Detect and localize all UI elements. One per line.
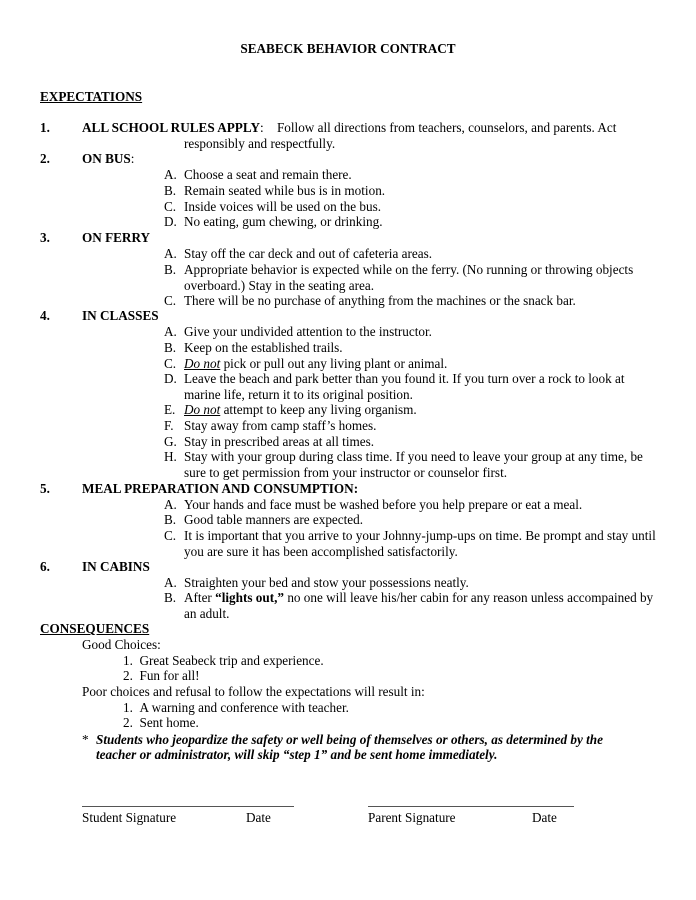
section-1-header: [40, 120, 616, 136]
item-letter: B.: [164, 512, 177, 527]
item-text: Stay with your group during class time. If you need to leave your group at any time, be sure to get permission from your instructor or counselor first.: [184, 449, 643, 480]
parent-signature-line[interactable]: [368, 806, 574, 807]
parent-date-label: Date: [532, 810, 557, 825]
section-suffix: :: [259, 120, 264, 135]
section-number: 4.: [40, 308, 50, 323]
section-text: Follow all directions from teachers, counselors, and parents. Act: [276, 120, 617, 135]
list-item: [164, 246, 664, 262]
poor-choices-label: Poor choices and refusal to follow the expectations will result in:: [82, 684, 425, 699]
item-letter: F.: [164, 418, 174, 433]
section-label: ON BUS: [82, 151, 131, 166]
section-text-continued: responsibly and respectfully.: [184, 136, 336, 151]
item-letter: D.: [164, 371, 177, 386]
list-item: [164, 497, 664, 513]
good-choice-item: [123, 653, 324, 669]
section-number: 3.: [40, 230, 50, 245]
note-star: *: [82, 732, 89, 747]
list-item: [164, 371, 664, 402]
list-item: [164, 324, 664, 340]
item-text-bold: “lights out,”: [215, 590, 285, 605]
list-item: [164, 183, 664, 199]
list-item: [164, 418, 664, 434]
section-label: ALL SCHOOL RULES APPLY: [82, 120, 260, 135]
item-letter: E.: [164, 402, 176, 417]
list-item: [164, 167, 664, 183]
list-item: [164, 512, 664, 528]
item-letter: C.: [164, 293, 177, 308]
item-text: No eating, gum chewing, or drinking.: [184, 214, 383, 229]
list-item: [164, 356, 664, 372]
item-text: Your hands and face must be washed before you help prepare or eat a meal.: [184, 497, 583, 512]
poor-choice-item: [123, 715, 199, 731]
good-choice-item: [123, 668, 200, 684]
item-text: Sent home.: [139, 715, 199, 730]
student-date-label: Date: [246, 810, 271, 825]
item-text: Great Seabeck trip and experience.: [139, 653, 324, 668]
student-signature-label: Student Signature: [82, 810, 177, 825]
item-text: Fun for all!: [139, 668, 200, 683]
item-text: Good table manners are expected.: [184, 512, 364, 527]
item-letter: A.: [164, 575, 177, 590]
item-text: Choose a seat and remain there.: [184, 167, 352, 182]
emphasis-do-not: Do not: [184, 356, 221, 371]
item-letter: D.: [164, 214, 177, 229]
item-letter: C.: [164, 199, 177, 214]
document-title: SEABECK BEHAVIOR CONTRACT: [240, 41, 456, 56]
item-letter: B.: [164, 340, 177, 355]
list-item: [164, 293, 664, 309]
section-number: 6.: [40, 559, 50, 574]
item-text: Appropriate behavior is expected while on the ferry. (No running or throwing objects overboard.) Stay in the seating area.: [184, 262, 634, 293]
item-text: Stay in prescribed areas at all times.: [184, 434, 375, 449]
item-text: It is important that you arrive to your Johnny-jump-ups on time. Be prompt and stay until you are sure it has been accomplished satisfactorily.: [184, 528, 656, 559]
list-item: [164, 590, 664, 621]
item-text: Remain seated while bus is in motion.: [184, 183, 386, 198]
section-number: 2.: [40, 151, 50, 166]
item-text: attempt to keep any living organism.: [220, 402, 417, 417]
section-number: 5.: [40, 481, 50, 496]
item-letter: A.: [164, 246, 177, 261]
item-number: 1.: [123, 653, 133, 668]
item-text: Stay off the car deck and out of cafeteria areas.: [184, 246, 432, 261]
item-text: There will be no purchase of anything from the machines or the snack bar.: [184, 293, 576, 308]
item-text: Straighten your bed and stow your possessions neatly.: [184, 575, 469, 590]
section-6-header: [40, 559, 150, 575]
section-label: IN CLASSES: [82, 308, 159, 323]
section-3-header: [40, 230, 150, 246]
item-text-prefix: After: [184, 590, 216, 605]
section-2-header: [40, 151, 134, 167]
item-text: Inside voices will be used on the bus.: [184, 199, 382, 214]
section-label: ON FERRY: [82, 230, 151, 245]
item-text: no one will leave his/her cabin for any reason unless accompained by an adult.: [184, 590, 654, 621]
item-letter: C.: [164, 356, 177, 371]
section-label: MEAL PREPARATION AND CONSUMPTION:: [82, 481, 359, 496]
item-number: 2.: [123, 715, 133, 730]
note-text: Students who jeopardize the safety or well being of themselves or others, as determined by the: [96, 732, 603, 747]
list-item: [164, 575, 664, 591]
item-letter: H.: [164, 449, 177, 464]
list-item: [164, 449, 664, 480]
item-number: 2.: [123, 668, 133, 683]
parent-signature-label: Parent Signature: [368, 810, 456, 825]
item-letter: A.: [164, 497, 177, 512]
item-letter: A.: [164, 324, 177, 339]
item-letter: G.: [164, 434, 177, 449]
item-text: Stay away from camp staff’s homes.: [184, 418, 377, 433]
item-text: pick or pull out any living plant or animal.: [220, 356, 448, 371]
item-letter: C.: [164, 528, 177, 543]
section-number: 1.: [40, 120, 50, 135]
note-text-continued: teacher or administrator, will skip “step 1” and be sent home immediately.: [96, 747, 498, 762]
section-5-header: [40, 481, 358, 497]
list-item: [164, 340, 664, 356]
good-choices-label: Good Choices:: [82, 637, 161, 652]
item-letter: B.: [164, 590, 177, 605]
list-item: [164, 214, 664, 230]
list-item: [164, 262, 664, 293]
section-label: IN CABINS: [82, 559, 150, 574]
emphasis-do-not: Do not: [184, 402, 221, 417]
section-4-header: [40, 308, 159, 324]
item-number: 1.: [123, 700, 133, 715]
list-item: [164, 402, 664, 418]
list-item: [164, 199, 664, 215]
section-suffix: :: [130, 151, 135, 166]
item-text: A warning and conference with teacher.: [139, 700, 349, 715]
item-text: Keep on the established trails.: [184, 340, 343, 355]
item-text: Give your undivided attention to the instructor.: [184, 324, 432, 339]
consequences-heading: CONSEQUENCES: [40, 621, 150, 636]
item-letter: B.: [164, 262, 177, 277]
expectations-heading: EXPECTATIONS: [40, 89, 143, 104]
item-letter: A.: [164, 167, 177, 182]
list-item: [164, 434, 664, 450]
poor-choice-item: [123, 700, 349, 716]
item-text: Leave the beach and park better than you found it. If you turn over a rock to look at marine life, return it to its original position.: [184, 371, 625, 402]
list-item: [164, 528, 664, 559]
item-letter: B.: [164, 183, 177, 198]
student-signature-line[interactable]: [82, 806, 294, 807]
